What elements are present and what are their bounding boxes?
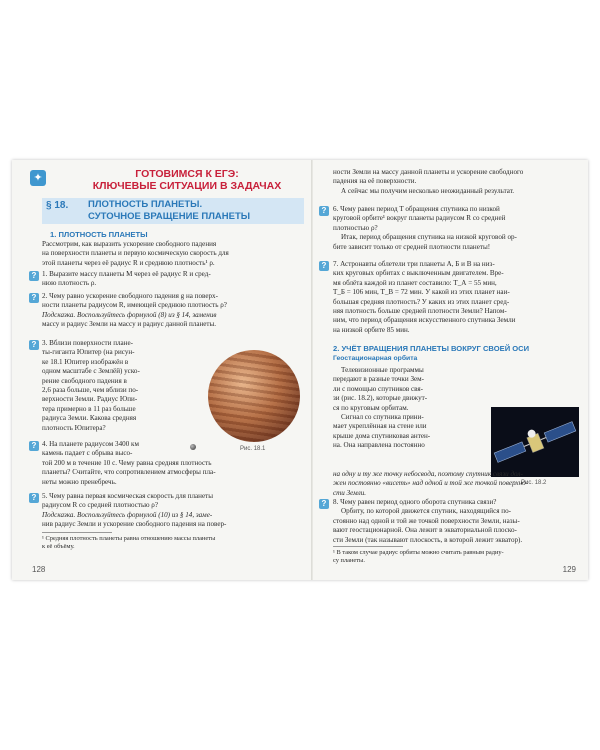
question-line: одном масштабе с Землёй) уско- [42, 367, 140, 376]
question-line: 8. Чему равен период одного оборота спутника связи? [333, 498, 497, 506]
question-4 [42, 440, 304, 487]
question-line: круговой орбите¹ вокруг планеты радиусом R со средней [333, 214, 506, 223]
question-line: камень падает с обрыва высо- [42, 449, 133, 458]
intro-paragraph [42, 240, 304, 268]
question-line: большая средняя плотность? У каких из этих планет сред- [333, 297, 510, 306]
footnote [333, 549, 578, 565]
question-line: ним, что период обращения искусственного спутника Земли [333, 316, 516, 325]
figure-caption-18-2: Рис. 18.2 [521, 480, 547, 486]
text-line: Телевизионные программы [341, 366, 424, 374]
text-line: Итак, период обращения спутника на низкой круговой ор- [341, 233, 517, 242]
question-line: на низкой орбите 85 мин. [333, 325, 410, 334]
question-line: плотностью ρ? [333, 223, 378, 232]
text-line [333, 451, 483, 460]
text-line: передают в разные точки Зем- [333, 375, 424, 384]
text-line: падения на её поверхности. [333, 177, 417, 186]
question-line: неты можно пренебречь. [42, 477, 117, 486]
section-number: § 18. [46, 200, 69, 211]
question-line: T_Б = 106 мин, T_В = 72 мин. У какой из этих планет наи- [333, 288, 510, 297]
text-line: сти Земли. [333, 488, 367, 497]
question-1 [42, 270, 304, 289]
text-line: на одну и ту же точку небосвода, поэтому спутник связи дол- [333, 469, 523, 478]
hint-line: Подсказка. Воспользуйтесь формулой (8) из § 14, заменив [42, 310, 217, 319]
text-line: зи (рис. 18.2), которые движут- [333, 394, 428, 403]
text-line: на. Она направлена постоянно [333, 441, 425, 450]
intro-line: на поверхности планеты и первую космическую скорость для [42, 249, 229, 258]
section-header [42, 198, 304, 224]
footnote-line: ¹ Средняя плотность планеты равна отношению массы планеты [42, 535, 216, 542]
text-line: Орбиту, по которой движется спутник, находящийся по- [341, 507, 511, 516]
question-icon: ? [319, 261, 329, 271]
intro-line: Рассмотрим, как выразить ускорение свободного падения [42, 240, 217, 248]
question-8 [333, 498, 578, 545]
textbook-spread [12, 160, 588, 580]
subheading-density: 1. ПЛОТНОСТЬ ПЛАНЕТЫ [50, 230, 148, 239]
footnote-line: к её объёму. [42, 543, 75, 550]
jupiter-image [208, 350, 300, 442]
question-line: плотность Юпитера? [42, 423, 106, 432]
question-line: 4. На планете радиусом 3400 км [42, 440, 139, 448]
question-line: тера примерно в 11 раз больше [42, 404, 136, 413]
question-6 [333, 205, 578, 252]
question-line: планеты? Считайте, что сопротивлением атмосферы пла- [42, 468, 216, 477]
question-line: радиуса Земли. Какова средняя [42, 414, 137, 423]
footnote [42, 535, 304, 551]
question-line: ности планеты радиусом R, имеющей среднюю плотность ρ? [42, 301, 227, 310]
left-page [12, 160, 311, 580]
text-line: вают геостационарной. Она лежит в экваториальной плоско- [333, 526, 517, 535]
question-line: 5. Чему равна первая космическая скорость для планеты [42, 492, 213, 500]
text-line: А сейчас мы получим несколько неожиданный результат. [341, 186, 515, 195]
question-line: радиусом R со средней плотностью ρ? [42, 501, 158, 510]
section-title [88, 199, 298, 222]
footnote-line: ¹ В таком случае радиус орбиты можно считать равным радиу- [333, 549, 504, 556]
hint-line: нив радиус Земли и ускорение свободного падения на повер- [42, 520, 227, 529]
page-number: 128 [32, 565, 46, 574]
satellite-icon: ✦ [30, 170, 46, 186]
question-line: 2. Чему равно ускорение свободного падения g на поверх- [42, 292, 218, 300]
banner-title [72, 168, 302, 192]
hint-line: массу и радиус Земли на массу и радиус данной планеты. [42, 320, 217, 329]
question-icon: ? [29, 441, 39, 451]
question-line: 2,6 раза больше, чем вблизи по- [42, 386, 139, 395]
question-line: мя облёта каждой из планет составило: T_А = 55 мин, [333, 278, 497, 287]
question-3 [42, 339, 200, 433]
banner-title-line1: ГОТОВИМСЯ К ЕГЭ: [135, 168, 239, 180]
text-line: стоянно над одной и той же точкой поверхности Земли, назы- [333, 516, 520, 525]
question-line: ких круговых орбитах с выключенным двигателем. Вре- [333, 269, 504, 278]
question-2 [42, 292, 304, 330]
text-line: ности Земли на массу данной планеты и ускорение свободного [333, 168, 524, 176]
text-line: сти Земли (так называют плоскость, в которой лежит экватор). [333, 535, 523, 544]
continuation-text [333, 168, 578, 196]
question-line: ты-гиганта Юпитер (на рисун- [42, 348, 135, 357]
question-7 [333, 260, 578, 335]
question-icon: ? [29, 271, 39, 281]
question-line: верхности Земли. Радиус Юпи- [42, 395, 138, 404]
text-line: жен постоянно «висеть» над одной и той же точкой поверхно- [333, 479, 529, 488]
question-icon: ? [29, 340, 39, 350]
text-line: ли с помощью спутников свя- [333, 384, 424, 393]
text-line: мает укреплённая на стене или [333, 422, 427, 431]
hint-line: Подсказка. Воспользуйтесь формулой (10) из § 14, заме- [42, 510, 213, 519]
figure-caption-18-1: Рис. 18.1 [240, 446, 266, 452]
tv-paragraph-continued [333, 451, 578, 498]
footnote-divider [333, 546, 403, 547]
question-icon: ? [319, 206, 329, 216]
question-line: няя плотность больше средней плотности Земли? Напом- [333, 307, 507, 316]
question-icon: ? [319, 499, 329, 509]
banner-title-line2: КЛЮЧЕВЫЕ СИТУАЦИИ В ЗАДАЧАХ [92, 180, 282, 192]
question-line: нюю плотность ρ. [42, 279, 97, 288]
question-line: той 200 м в течение 10 с. Чему равна средняя плотность [42, 458, 212, 467]
right-page [313, 160, 588, 580]
section-title-line2: СУТОЧНОЕ ВРАЩЕНИЕ ПЛАНЕТЫ [88, 210, 251, 222]
text-line [333, 460, 483, 469]
footnote-divider [42, 532, 112, 533]
question-5 [42, 492, 304, 530]
question-line: 1. Выразите массу планеты M через её радиус R и сред- [42, 270, 211, 278]
footnote-line: су планеты. [333, 557, 365, 564]
section-title-line1: ПЛОТНОСТЬ ПЛАНЕТЫ. [88, 199, 203, 210]
section-2-heading: 2. УЧЁТ ВРАЩЕНИЯ ПЛАНЕТЫ ВОКРУГ СВОЕЙ ОСИ [333, 344, 530, 353]
tv-paragraph [333, 366, 483, 451]
question-line: 3. Вблизи поверхности плане- [42, 339, 133, 347]
intro-line: этой планеты через её радиус R и среднюю плотность¹ ρ. [42, 258, 215, 267]
text-line: крыше дома спутниковая антен- [333, 431, 431, 440]
question-line: 7. Астронавты облетели три планеты А, Б и В на низ- [333, 260, 495, 268]
question-icon: ? [29, 493, 39, 503]
text-line: Сигнал со спутника прини- [341, 413, 424, 422]
text-line: бите зависит только от средней плотности планеты! [333, 242, 491, 251]
question-line: 6. Чему равен период T обращения спутника по низкой [333, 205, 500, 213]
question-line: ке 18.1 Юпитер изображён в [42, 357, 129, 366]
subheading-geostationary: Геостационарная орбита [333, 355, 418, 362]
page-number: 129 [562, 565, 576, 574]
question-icon: ? [29, 293, 39, 303]
text-line: ся по круговым орбитам. [333, 403, 409, 412]
question-line: рение свободного падения в [42, 376, 127, 385]
